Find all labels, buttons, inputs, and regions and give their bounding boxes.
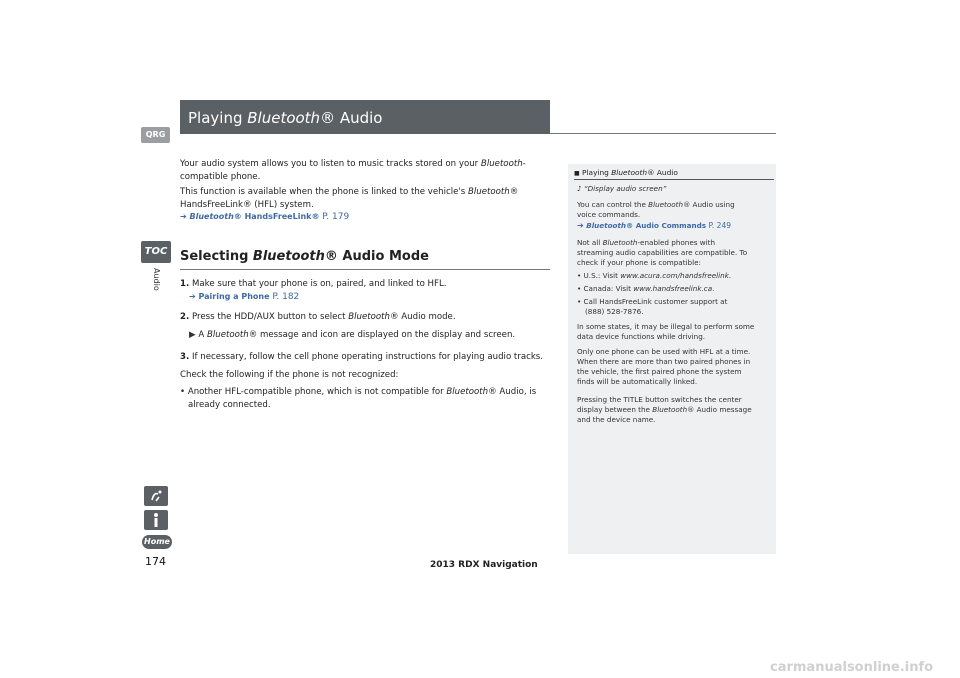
voice-icon [144,486,168,506]
section-rule [180,269,550,270]
panel-paragraph-2: Not all Bluetooth-enabled phones with streaming audio capabilities are compatible. To check if your phone is compatible: [577,238,748,267]
panel-bullet-support: • Call HandsFreeLink customer support at (888) 528-7876. [577,297,728,316]
voice-command-text: ♪ “Display audio screen” [577,184,667,193]
step-3: 3. If necessary, follow the cell phone operating instructions for playing audio tracks. [180,352,544,362]
intro-paragraph-1: Your audio system allows you to listen to music tracks stored on your Bluetooth- compatible phone. [180,159,526,182]
toc-button[interactable]: TOC [141,241,171,263]
result-arrow-icon: ▶ [189,330,196,340]
title-rule [550,133,776,134]
voice-command-button[interactable] [144,486,168,506]
link-arrow-icon: ➔ [577,221,584,230]
bullet-item: • Another HFL-compatible phone, which is not compatible for Bluetooth® Audio, is already connected. [180,387,537,410]
panel-bullet-us: • U.S.: Visit www.acura.com/handsfreelink. [577,271,732,280]
info-button[interactable] [144,510,168,530]
panel-heading: ■ Playing Bluetooth® Audio [574,168,678,177]
panel-paragraph-4: Only one phone can be used with HFL at a time. When there are more than two paired phones in the vehicle, the first paired phone the system finds will be automatically linked. [577,347,751,386]
intro-paragraph-2: This function is available when the phone is linked to the vehicle's Bluetooth® HandsFreeLink® (HFL) system. [180,187,519,210]
home-button[interactable]: Home [142,535,172,549]
page-title: Playing Bluetooth® Audio [188,109,383,127]
section-tab-label: Audio [152,268,161,291]
voice-icon: ♪ [577,184,582,193]
audio-commands-link[interactable]: ➔ Bluetooth® Audio Commands P. 249 [577,221,731,230]
link-arrow-icon: ➔ [189,292,196,301]
footer-title: 2013 RDX Navigation [430,560,538,570]
page-number: 174 [145,555,166,568]
link-arrow-icon: ➔ [180,212,187,221]
panel-paragraph-5: Pressing the TITLE button switches the center display between the Bluetooth® Audio message and the device name. [577,395,752,424]
pairing-link[interactable]: ➔ Pairing a Phone P. 182 [189,292,300,302]
hfl-link[interactable]: ➔ Bluetooth® HandsFreeLink® P. 179 [180,212,350,222]
panel-paragraph-1: You can control the Bluetooth® Audio using voice commands. [577,200,735,219]
panel-rule [574,179,774,180]
note-marker-icon: ■ [574,170,580,177]
watermark: carmanualsonline.info [770,660,934,675]
section-heading: Selecting Bluetooth® Audio Mode [180,249,429,264]
step-2-result: ▶ A Bluetooth® message and icon are displayed on the display and screen. [189,330,516,340]
check-note: Check the following if the phone is not recognized: [180,370,399,380]
step-1: 1. Make sure that your phone is on, paired, and linked to HFL. [180,279,447,289]
step-2: 2. Press the HDD/AUX button to select Bluetooth® Audio mode. [180,312,456,322]
panel-bullet-canada: • Canada: Visit www.handsfreelink.ca. [577,284,715,293]
info-icon [144,510,168,530]
panel-paragraph-3: In some states, it may be illegal to perform some data device functions while driving. [577,322,755,341]
qrg-tab[interactable]: QRG [141,127,170,143]
